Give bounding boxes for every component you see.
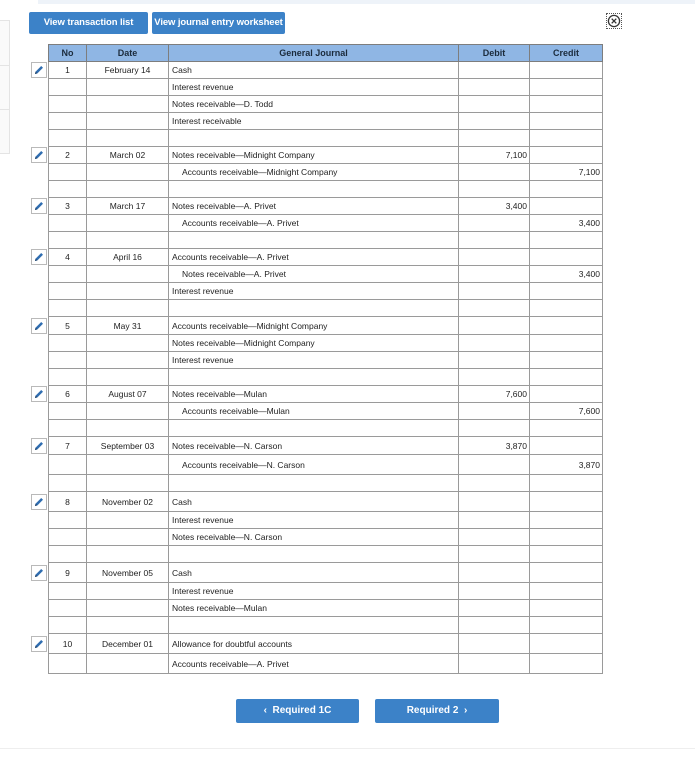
credit-cell[interactable] <box>530 249 603 266</box>
entry-date <box>87 583 169 600</box>
entry-date <box>87 96 169 113</box>
credit-cell[interactable] <box>530 529 603 546</box>
account-cell[interactable]: Notes receivable—Mulan <box>169 600 459 617</box>
entry-date <box>87 164 169 181</box>
entry-number <box>49 164 87 181</box>
pencil-icon <box>33 638 45 650</box>
entry-number: 7 <box>49 437 87 455</box>
account-cell[interactable]: Cash <box>169 492 459 512</box>
pencil-icon <box>33 251 45 263</box>
entry-number: 2 <box>49 147 87 164</box>
spacer-cell <box>530 546 603 563</box>
credit-cell[interactable] <box>530 583 603 600</box>
top-strip <box>38 0 695 4</box>
view-transaction-list-button[interactable]: View transaction list <box>29 12 148 34</box>
debit-cell[interactable] <box>459 352 530 369</box>
entry-number: 9 <box>49 563 87 583</box>
journal-line-row <box>49 266 603 283</box>
entry-date <box>87 266 169 283</box>
edit-entry-button[interactable] <box>31 494 47 510</box>
spacer-cell <box>87 232 169 249</box>
spacer-cell <box>459 130 530 147</box>
credit-cell[interactable] <box>530 317 603 335</box>
debit-cell[interactable] <box>459 266 530 283</box>
account-cell[interactable]: Notes receivable—Mulan <box>169 386 459 403</box>
spacer-cell <box>87 300 169 317</box>
spacer-cell <box>87 475 169 492</box>
credit-cell[interactable] <box>530 512 603 529</box>
entry-number <box>49 455 87 475</box>
spacer-cell <box>530 130 603 147</box>
journal-line-row <box>49 113 603 130</box>
credit-cell[interactable] <box>530 147 603 164</box>
debit-cell[interactable] <box>459 600 530 617</box>
entry-number <box>49 335 87 352</box>
spacer-cell <box>87 420 169 437</box>
entry-date <box>87 335 169 352</box>
credit-cell[interactable] <box>530 113 603 130</box>
general-journal-table <box>48 44 603 674</box>
journal-line-row <box>49 529 603 546</box>
journal-line-row <box>49 147 603 164</box>
spacer-cell <box>87 130 169 147</box>
spacer-cell <box>49 420 87 437</box>
pencil-icon <box>33 149 45 161</box>
credit-cell[interactable] <box>530 96 603 113</box>
debit-cell[interactable] <box>459 403 530 420</box>
journal-line-row <box>49 403 603 420</box>
spacer-cell <box>459 420 530 437</box>
pencil-icon <box>33 388 45 400</box>
account-cell[interactable]: Cash <box>169 62 459 79</box>
entry-number <box>49 283 87 300</box>
account-cell[interactable]: Interest revenue <box>169 583 459 600</box>
debit-cell[interactable] <box>459 79 530 96</box>
account-cell[interactable]: Notes receivable—A. Privet <box>169 198 459 215</box>
account-cell[interactable]: Interest receivable <box>169 113 459 130</box>
edit-entry-button[interactable] <box>31 438 47 454</box>
credit-cell[interactable]: 3,870 <box>530 455 603 475</box>
pencil-icon <box>33 496 45 508</box>
spacer-cell <box>459 475 530 492</box>
journal-line-row <box>49 62 603 79</box>
journal-line-row <box>49 583 603 600</box>
account-cell[interactable]: Interest revenue <box>169 79 459 96</box>
journal-line-row <box>49 249 603 266</box>
spacer-cell <box>169 546 459 563</box>
entry-spacer-row <box>49 300 603 317</box>
credit-cell[interactable]: 7,100 <box>530 164 603 181</box>
debit-cell[interactable] <box>459 563 530 583</box>
spacer-cell <box>530 181 603 198</box>
entry-number: 5 <box>49 317 87 335</box>
next-required-2-button[interactable] <box>375 699 499 723</box>
journal-line-row <box>49 335 603 352</box>
entry-date <box>87 352 169 369</box>
debit-cell[interactable] <box>459 62 530 79</box>
debit-cell[interactable]: 7,100 <box>459 147 530 164</box>
entry-number <box>49 654 87 674</box>
journal-line-row <box>49 455 603 475</box>
account-cell[interactable]: Allowance for doubtful accounts <box>169 634 459 654</box>
debit-cell[interactable]: 7,600 <box>459 386 530 403</box>
entry-date <box>87 512 169 529</box>
credit-cell[interactable] <box>530 563 603 583</box>
account-cell[interactable]: Accounts receivable—Mulan <box>169 403 459 420</box>
debit-cell[interactable] <box>459 634 530 654</box>
pencil-icon <box>33 200 45 212</box>
entry-date: November 05 <box>87 563 169 583</box>
spacer-cell <box>87 617 169 634</box>
spacer-cell <box>169 130 459 147</box>
journal-line-row <box>49 317 603 335</box>
entry-date: November 02 <box>87 492 169 512</box>
account-cell[interactable]: Accounts receivable—N. Carson <box>169 455 459 475</box>
entry-spacer-row <box>49 475 603 492</box>
credit-cell[interactable]: 7,600 <box>530 403 603 420</box>
chevron-left-icon: ‹ <box>263 705 267 716</box>
entry-date: March 02 <box>87 147 169 164</box>
credit-cell[interactable] <box>530 198 603 215</box>
entry-number: 1 <box>49 62 87 79</box>
entry-number <box>49 403 87 420</box>
account-cell[interactable]: Accounts receivable—A. Privet <box>169 654 459 674</box>
spacer-cell <box>530 232 603 249</box>
journal-line-row <box>49 492 603 512</box>
pencil-icon <box>33 320 45 332</box>
credit-cell[interactable] <box>530 62 603 79</box>
entry-date <box>87 215 169 232</box>
left-panel-divider <box>0 65 9 66</box>
spacer-cell <box>49 369 87 386</box>
entry-number: 10 <box>49 634 87 654</box>
account-cell[interactable]: Interest revenue <box>169 512 459 529</box>
debit-cell[interactable]: 3,400 <box>459 198 530 215</box>
entry-date: April 16 <box>87 249 169 266</box>
journal-line-row <box>49 215 603 232</box>
entry-number <box>49 113 87 130</box>
account-cell[interactable]: Notes receivable—D. Todd <box>169 96 459 113</box>
debit-cell[interactable] <box>459 455 530 475</box>
journal-line-row <box>49 283 603 300</box>
header-general-journal: General Journal <box>169 45 459 62</box>
entry-spacer-row <box>49 546 603 563</box>
journal-line-row <box>49 164 603 181</box>
account-cell[interactable]: Accounts receivable—Midnight Company <box>169 317 459 335</box>
spacer-cell <box>459 546 530 563</box>
entry-date <box>87 403 169 420</box>
credit-cell[interactable] <box>530 492 603 512</box>
spacer-cell <box>530 420 603 437</box>
spacer-cell <box>169 420 459 437</box>
pencil-icon <box>33 440 45 452</box>
edit-entry-button[interactable] <box>31 318 47 334</box>
entry-date: August 07 <box>87 386 169 403</box>
entry-number <box>49 215 87 232</box>
credit-cell[interactable] <box>530 600 603 617</box>
edit-entry-button[interactable] <box>31 386 47 402</box>
debit-cell[interactable] <box>459 317 530 335</box>
spacer-cell <box>49 181 87 198</box>
entry-spacer-row <box>49 420 603 437</box>
entry-number <box>49 266 87 283</box>
credit-cell[interactable] <box>530 335 603 352</box>
account-cell[interactable]: Cash <box>169 563 459 583</box>
account-cell[interactable]: Notes receivable—Midnight Company <box>169 335 459 352</box>
account-cell[interactable]: Notes receivable—Midnight Company <box>169 147 459 164</box>
entry-date <box>87 283 169 300</box>
spacer-cell <box>49 546 87 563</box>
journal-line-row <box>49 96 603 113</box>
entry-spacer-row <box>49 369 603 386</box>
table-header-row <box>49 45 603 62</box>
header-credit: Credit <box>530 45 603 62</box>
debit-cell[interactable] <box>459 654 530 674</box>
entry-number <box>49 600 87 617</box>
pencil-icon <box>33 567 45 579</box>
left-panel-divider <box>0 109 9 110</box>
spacer-cell <box>87 181 169 198</box>
journal-line-row <box>49 198 603 215</box>
pencil-icon <box>33 64 45 76</box>
edit-entry-button[interactable] <box>31 636 47 652</box>
entry-number: 6 <box>49 386 87 403</box>
debit-cell[interactable] <box>459 529 530 546</box>
entry-date: December 01 <box>87 634 169 654</box>
debit-cell[interactable] <box>459 249 530 266</box>
spacer-cell <box>169 369 459 386</box>
spacer-cell <box>169 181 459 198</box>
debit-cell[interactable] <box>459 164 530 181</box>
account-cell[interactable]: Notes receivable—A. Privet <box>169 266 459 283</box>
entry-date: May 31 <box>87 317 169 335</box>
entry-number: 4 <box>49 249 87 266</box>
spacer-cell <box>530 300 603 317</box>
page-divider <box>0 748 695 749</box>
debit-cell[interactable] <box>459 583 530 600</box>
entry-number <box>49 79 87 96</box>
credit-cell[interactable] <box>530 437 603 455</box>
credit-cell[interactable] <box>530 79 603 96</box>
entry-spacer-row <box>49 617 603 634</box>
debit-cell[interactable] <box>459 215 530 232</box>
spacer-cell <box>169 300 459 317</box>
entry-number <box>49 96 87 113</box>
edit-entry-button[interactable] <box>31 249 47 265</box>
journal-line-row <box>49 634 603 654</box>
spacer-cell <box>459 181 530 198</box>
spacer-cell <box>169 617 459 634</box>
prev-required-1c-button[interactable] <box>236 699 359 723</box>
entry-date: September 03 <box>87 437 169 455</box>
entry-date: March 17 <box>87 198 169 215</box>
credit-cell[interactable] <box>530 654 603 674</box>
account-cell[interactable]: Interest revenue <box>169 352 459 369</box>
journal-line-row <box>49 386 603 403</box>
credit-cell[interactable]: 3,400 <box>530 266 603 283</box>
spacer-cell <box>530 369 603 386</box>
entry-date <box>87 529 169 546</box>
entry-spacer-row <box>49 232 603 249</box>
spacer-cell <box>530 617 603 634</box>
journal-line-row <box>49 79 603 96</box>
chevron-right-icon: › <box>463 705 468 716</box>
account-cell[interactable]: Accounts receivable—A. Privet <box>169 249 459 266</box>
debit-cell[interactable] <box>459 492 530 512</box>
spacer-cell <box>49 475 87 492</box>
entry-spacer-row <box>49 181 603 198</box>
journal-line-row <box>49 437 603 455</box>
credit-cell[interactable] <box>530 352 603 369</box>
account-cell[interactable]: Accounts receivable—A. Privet <box>169 215 459 232</box>
journal-line-row <box>49 654 603 674</box>
account-cell[interactable]: Notes receivable—N. Carson <box>169 437 459 455</box>
view-journal-worksheet-button[interactable]: View journal entry worksheet <box>152 12 285 34</box>
spacer-cell <box>49 617 87 634</box>
edit-entry-button[interactable] <box>31 198 47 214</box>
edit-entry-button[interactable] <box>31 62 47 78</box>
debit-cell[interactable] <box>459 96 530 113</box>
header-no: No <box>49 45 87 62</box>
spacer-cell <box>459 232 530 249</box>
spacer-cell <box>169 475 459 492</box>
credit-cell[interactable] <box>530 283 603 300</box>
prev-button-label: Required 1C <box>272 705 332 716</box>
entry-date <box>87 79 169 96</box>
debit-cell[interactable]: 3,870 <box>459 437 530 455</box>
entry-number <box>49 512 87 529</box>
account-cell[interactable]: Notes receivable—N. Carson <box>169 529 459 546</box>
entry-spacer-row <box>49 130 603 147</box>
next-button-label: Required 2 <box>406 705 459 716</box>
left-side-panel <box>0 20 10 154</box>
entry-date <box>87 600 169 617</box>
header-debit: Debit <box>459 45 530 62</box>
journal-body <box>49 62 603 674</box>
credit-cell[interactable] <box>530 634 603 654</box>
spacer-cell <box>169 232 459 249</box>
entry-date <box>87 455 169 475</box>
spacer-cell <box>459 369 530 386</box>
entry-number <box>49 583 87 600</box>
spacer-cell <box>49 130 87 147</box>
spacer-cell <box>49 232 87 249</box>
spacer-cell <box>530 475 603 492</box>
entry-date <box>87 113 169 130</box>
journal-line-row <box>49 512 603 529</box>
spacer-cell <box>459 617 530 634</box>
credit-cell[interactable]: 3,400 <box>530 215 603 232</box>
edit-entry-button[interactable] <box>31 147 47 163</box>
spacer-cell <box>459 300 530 317</box>
journal-line-row <box>49 352 603 369</box>
spacer-cell <box>49 300 87 317</box>
entry-number: 8 <box>49 492 87 512</box>
spacer-cell <box>87 546 169 563</box>
debit-cell[interactable] <box>459 335 530 352</box>
entry-date <box>87 654 169 674</box>
debit-cell[interactable] <box>459 283 530 300</box>
journal-line-row <box>49 563 603 583</box>
debit-cell[interactable] <box>459 512 530 529</box>
debit-cell[interactable] <box>459 113 530 130</box>
close-circle-icon <box>607 14 621 28</box>
edit-entry-button[interactable] <box>31 565 47 581</box>
account-cell[interactable]: Accounts receivable—Midnight Company <box>169 164 459 181</box>
entry-number: 3 <box>49 198 87 215</box>
close-button[interactable] <box>606 13 622 29</box>
header-date: Date <box>87 45 169 62</box>
account-cell[interactable]: Interest revenue <box>169 283 459 300</box>
entry-date: February 14 <box>87 62 169 79</box>
spacer-cell <box>87 369 169 386</box>
entry-number <box>49 352 87 369</box>
entry-number <box>49 529 87 546</box>
journal-line-row <box>49 600 603 617</box>
credit-cell[interactable] <box>530 386 603 403</box>
